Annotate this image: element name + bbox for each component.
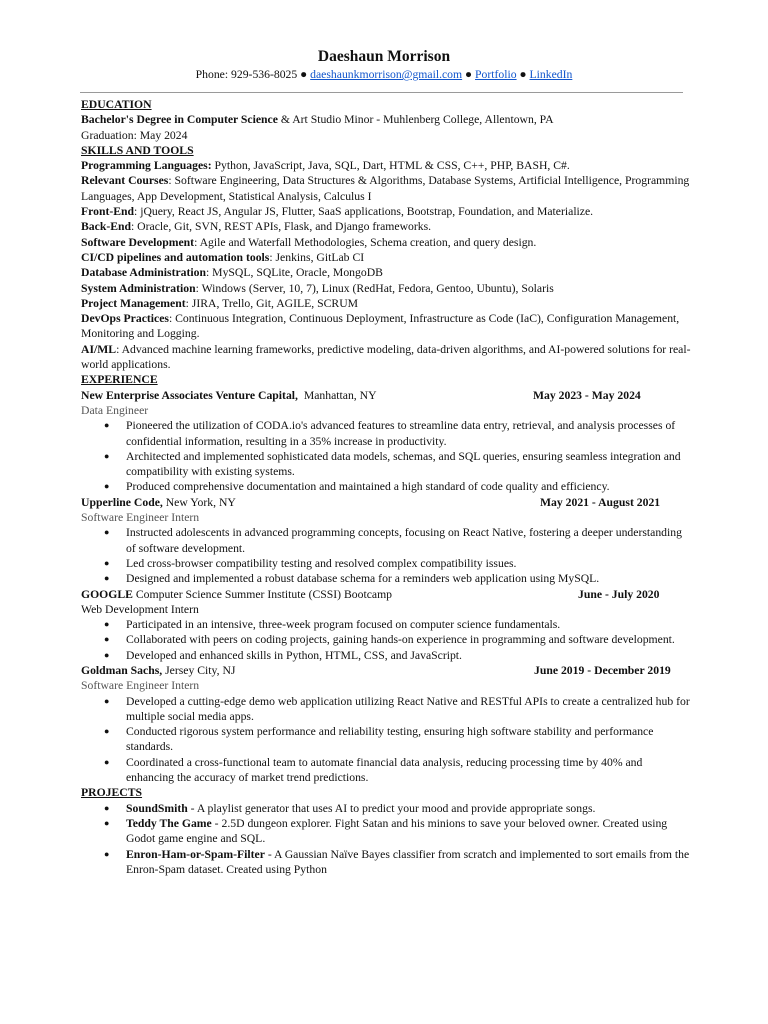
skill-text: : JIRA, Trello, Git, AGILE, SCRUM xyxy=(185,296,359,310)
company-name: Goldman Sachs, xyxy=(81,663,163,677)
project-description: - 2.5D dungeon explorer. Fight Satan and his minions to save your beloved owner. Created using Godot game engine and SQL. xyxy=(126,816,668,846)
skill-label: AI/ML xyxy=(81,342,117,356)
bullet-separator: ● xyxy=(519,68,527,81)
job-dates: June 2019 - December 2019 xyxy=(534,663,671,677)
skill-line xyxy=(81,204,693,219)
list-item: ● Conducted rigorous system performance and reliability testing, ensuring high software stability and performance standards. xyxy=(126,724,693,755)
education-heading: EDUCATION xyxy=(81,98,152,111)
job-dates: May 2023 - May 2024 xyxy=(533,388,641,402)
skill-text: : MySQL, SQLite, Oracle, MongoDB xyxy=(206,266,383,280)
job-header xyxy=(81,587,693,602)
list-item: ● Coordinated a cross-functional team to automate financial data analysis, reducing processing time by 40% and enhancing the accuracy of market trend predictions. xyxy=(126,755,693,786)
skill-line xyxy=(81,281,693,296)
job-role: Web Development Intern xyxy=(81,602,199,616)
skill-line xyxy=(81,265,693,280)
list-item: ● Instructed adolescents in advanced programming concepts, focusing on React Native, fostering a deeper understanding of software development. xyxy=(126,525,693,556)
skill-label: Front-End xyxy=(81,205,135,219)
job-role: Data Engineer xyxy=(81,403,149,417)
list-item: ● Developed and enhanced skills in Python, HTML, CSS, and JavaScript. xyxy=(126,648,693,663)
list-item: ● Developed a cutting-edge demo web application utilizing React Native and RESTful APIs to create a centralized hub for multiple social media apps. xyxy=(126,694,693,725)
project-list xyxy=(81,801,693,877)
skill-line xyxy=(81,296,693,311)
candidate-name: Daeshaun Morrison xyxy=(317,48,451,65)
skill-text: : Software Engineering, Data Structures & Algorithms, Database Systems, Artificial Intelligence, Programming Languages, App Development, Statistical Analysis, Calculus I xyxy=(81,174,690,203)
skill-label: CI/CD pipelines and automation tools xyxy=(81,250,270,264)
skill-line xyxy=(81,342,693,373)
project-name: SoundSmith xyxy=(126,801,188,815)
degree-name: Bachelor's Degree in Computer Science xyxy=(81,113,278,127)
skill-line xyxy=(81,219,693,234)
skill-label: Relevant Courses xyxy=(81,174,169,188)
phone-number: Phone: 929-536-8025 xyxy=(195,68,298,81)
skill-line xyxy=(81,173,693,204)
job-dates: June - July 2020 xyxy=(578,587,660,601)
project-name: Enron-Ham-or-Spam-Filter xyxy=(126,847,265,861)
list-item: ● Produced comprehensive documentation and maintained a high standard of code quality and efficiency. xyxy=(126,479,693,494)
degree-line xyxy=(81,112,693,127)
skill-text: : Jenkins, GitLab CI xyxy=(269,250,365,264)
skill-line xyxy=(81,235,693,250)
job-bullets xyxy=(81,418,693,494)
project-name: Teddy The Game xyxy=(126,816,212,830)
skill-label: System Administration xyxy=(81,281,196,295)
skill-line xyxy=(81,311,693,342)
list-item xyxy=(126,801,693,816)
job-location: Jersey City, NJ xyxy=(162,663,236,677)
email-link[interactable]: daeshaunkmorrison@gmail.com xyxy=(310,68,463,81)
list-item xyxy=(126,847,693,878)
skill-line xyxy=(81,250,693,265)
experience-heading: EXPERIENCE xyxy=(81,373,158,387)
skill-label: Back-End xyxy=(81,220,132,234)
company-name: Upperline Code, xyxy=(81,495,163,509)
portfolio-link[interactable]: Portfolio xyxy=(475,68,517,81)
list-item xyxy=(126,816,693,847)
skill-text: : Advanced machine learning frameworks, predictive modeling, data-driven algorithms, and AI-powered solutions for real-world applications. xyxy=(81,342,691,372)
skills-heading: SKILLS AND TOOLS xyxy=(81,143,194,157)
skill-label: Database Administration xyxy=(81,266,207,280)
job-dates: May 2021 - August 2021 xyxy=(540,495,661,509)
job-location: Manhattan, NY xyxy=(297,388,377,402)
job-bullets xyxy=(81,617,693,663)
list-item: ● Collaborated with peers on coding projects, gaining hands-on experience in programming and software development. xyxy=(126,632,693,647)
company-name: GOOGLE xyxy=(81,587,133,601)
linkedin-link[interactable]: LinkedIn xyxy=(529,68,573,81)
job-location: Computer Science Summer Institute (CSSI) Bootcamp xyxy=(132,587,393,601)
skill-label: Programming Languages: xyxy=(81,159,212,173)
resume-body xyxy=(81,97,693,877)
degree-details: & Art Studio Minor - Muhlenberg College, Allentown, PA xyxy=(277,113,554,127)
project-description: - A Gaussian Naïve Bayes classifier from scratch and implemented to sort emails from the Enron-Spam dataset. Created using Python xyxy=(126,847,690,876)
job-role: Software Engineer Intern xyxy=(81,679,200,693)
skill-text: : Windows (Server, 10, 7), Linux (RedHat, Fedora, Gentoo, Ubuntu), Solaris xyxy=(195,281,554,295)
skill-label: Software Development xyxy=(81,235,195,249)
project-description: - A playlist generator that uses AI to predict your mood and provide appropriate songs. xyxy=(187,801,596,815)
skill-text: : Continuous Integration, Continuous Deployment, Infrastructure as Code (IaC), Configuration Management, Monitoring and Logging. xyxy=(81,312,680,341)
header-divider xyxy=(80,92,683,93)
list-item: ● Pioneered the utilization of CODA.io's advanced features to streamline data entry, retrieval, and analysis processes of confidential information, resulting in a 35% increase in productivity. xyxy=(126,418,693,449)
skill-text: : Oracle, Git, SVN, REST APIs, Flask, and Django frameworks. xyxy=(131,220,432,234)
contact-line xyxy=(0,67,768,82)
company-name: New Enterprise Associates Venture Capital, xyxy=(81,388,298,402)
graduation-date: Graduation: May 2024 xyxy=(81,128,188,142)
bullet-separator: ● xyxy=(465,68,473,81)
bullet-separator: ● xyxy=(300,68,308,81)
list-item: ● Participated in an intensive, three-week program focused on computer science fundamentals. xyxy=(126,617,693,632)
skill-label: DevOps Practices xyxy=(81,312,169,326)
list-item: ● Architected and implemented sophisticated data models, schemas, and SQL queries, ensuring seamless integration and compatibility with existing systems. xyxy=(126,449,693,480)
job-bullets xyxy=(81,525,693,586)
list-item: ● Led cross-browser compatibility testing and resolved complex compatibility issues. xyxy=(126,556,693,571)
job-bullets xyxy=(81,694,693,786)
job-header xyxy=(81,495,693,510)
skill-text: Python, JavaScript, Java, SQL, Dart, HTML & CSS, C++, PHP, BASH, C#. xyxy=(211,159,570,173)
skill-line xyxy=(81,158,693,173)
skill-text: : Agile and Waterfall Methodologies, Schema creation, and query design. xyxy=(194,235,537,249)
job-location: New York, NY xyxy=(162,495,236,509)
job-header xyxy=(81,388,693,403)
projects-heading: PROJECTS xyxy=(81,786,143,800)
skill-text: : jQuery, React JS, Angular JS, Flutter, SaaS applications, Bootstrap, Foundation, and Materialize. xyxy=(134,205,594,219)
list-item: ● Designed and implemented a robust database schema for a reminders web application using MySQL. xyxy=(126,571,693,586)
job-role: Software Engineer Intern xyxy=(81,511,200,525)
job-header xyxy=(81,663,693,678)
skill-label: Project Management xyxy=(81,296,186,310)
